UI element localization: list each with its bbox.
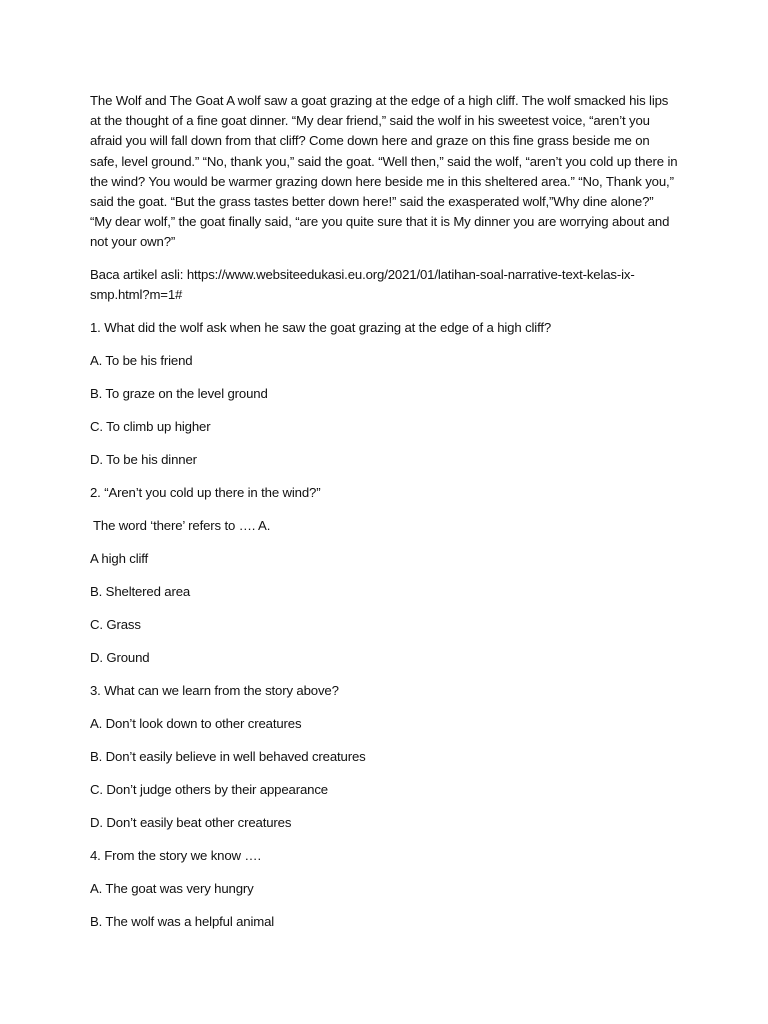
question-1: 1. What did the wolf ask when he saw the goat grazing at the edge of a high cliff? [90, 320, 552, 336]
question-3-option-b: B. Don’t easily believe in well behaved creatures [90, 749, 366, 765]
question-2-option-d: D. Ground [90, 650, 150, 666]
question-1-option-c: C. To climb up higher [90, 419, 211, 435]
question-2-option-c: C. Grass [90, 617, 141, 633]
question-4: 4. From the story we know …. [90, 848, 261, 864]
question-2-option-b: B. Sheltered area [90, 584, 191, 600]
question-2-option-a: A high cliff [90, 551, 149, 567]
question-3-option-c: C. Don’t judge others by their appearance [90, 782, 328, 798]
question-4-option-a: A. The goat was very hungry [90, 881, 254, 897]
question-1-option-d: D. To be his dinner [90, 452, 197, 468]
question-3-option-a: A. Don’t look down to other creatures [90, 716, 302, 732]
question-4-option-b: B. The wolf was a helpful animal [90, 914, 275, 930]
question-3-option-d: D. Don’t easily beat other creatures [90, 815, 292, 831]
source-link-text: Baca artikel asli: https://www.websiteedukasi.eu.org/2021/01/latihan-soal-narrative-text-kelas-ix-smp.html?m=1# [90, 266, 635, 302]
story-paragraph: The Wolf and The Goat A wolf saw a goat grazing at the edge of a high cliff. The wolf smacked his lips at the thought of a fine goat dinner. “My dear friend,” said the wolf in his sweetest voice, “aren’t you afraid you will fall down from that cliff? Come down here and graze on this fine grass beside me on safe, level ground.” “No, thank you,” said the goat. “Well then,” said the wolf, “aren’t you cold up there in the wind? You would be warmer grazing down here beside me in this sheltered area.” “No, Thank you,” said the goat. “But the grass tastes better down here!” said the exasperated wolf,”Why dine alone?” “My dear wolf,” the goat finally said, “are you quite sure that it is My dinner you are worrying about and not your own?” [90, 93, 678, 250]
question-2-prompt: The word ‘there’ refers to …. A. [93, 518, 271, 534]
question-1-option-a: A. To be his friend [90, 353, 193, 369]
question-3: 3. What can we learn from the story above? [90, 683, 339, 699]
question-2: 2. “Aren’t you cold up there in the wind?” [90, 485, 321, 501]
question-1-option-b: B. To graze on the level ground [90, 386, 268, 402]
document-page [90, 91, 678, 945]
